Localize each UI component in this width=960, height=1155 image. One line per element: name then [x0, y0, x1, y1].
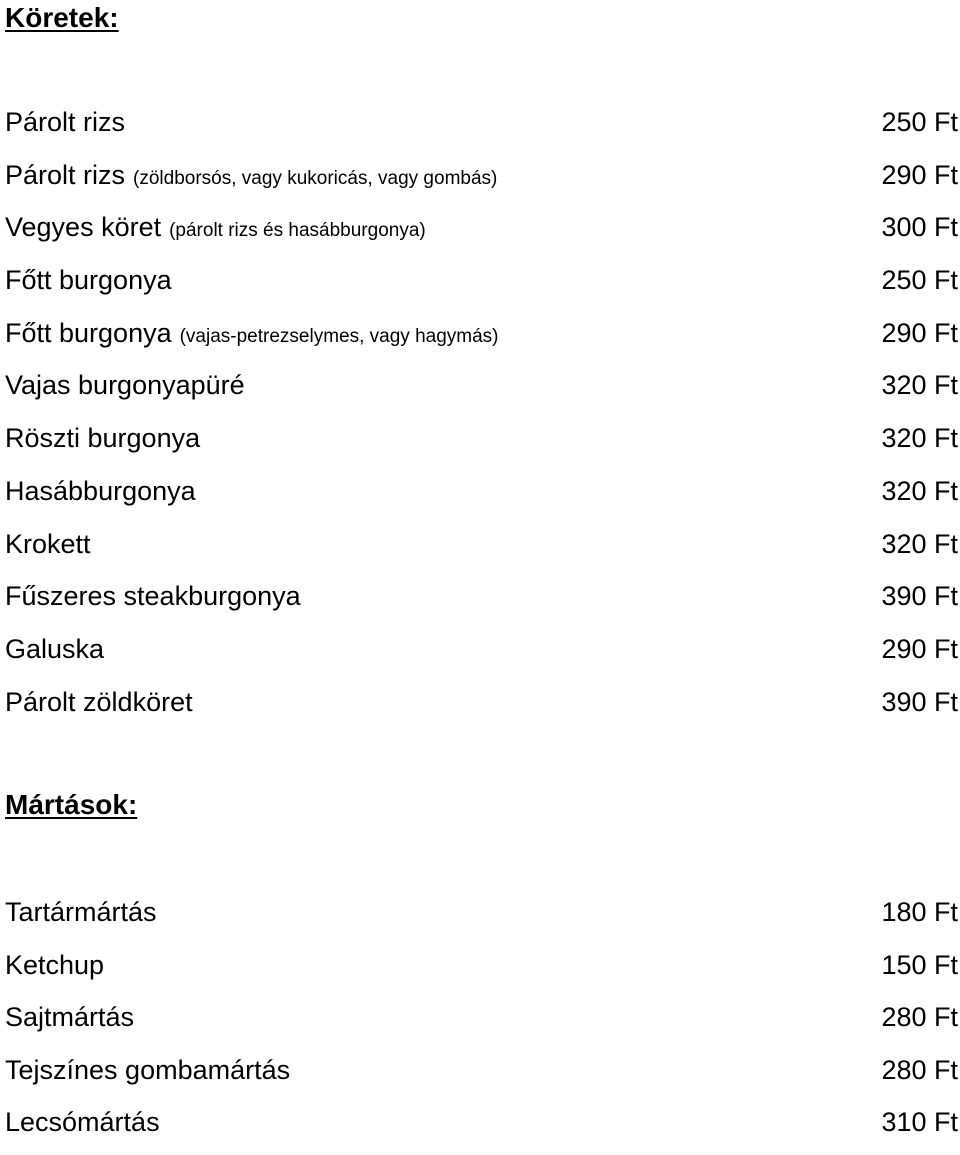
menu-item: [5, 313, 958, 366]
menu-item-price: 320 Ft: [881, 528, 958, 559]
menu-item: [5, 682, 958, 735]
menu-item-price: 390 Ft: [881, 686, 958, 717]
menu-item: [5, 471, 958, 524]
menu-item-name: Vegyes köret: [5, 212, 162, 243]
menu-item-name: Hasábburgonya: [5, 475, 196, 506]
menu-item-name: Párolt zöldköret: [5, 686, 193, 717]
section-title-martasok: Mártások:: [5, 789, 138, 820]
menu-list-martasok: [5, 892, 958, 1155]
menu-item-price: 290 Ft: [881, 159, 958, 190]
menu-item-price: 150 Ft: [881, 949, 958, 980]
menu-item: [5, 629, 958, 682]
menu-item: [5, 418, 958, 471]
menu-item-note: (párolt rizs és hasábburgonya): [169, 220, 426, 242]
menu-item-name: Párolt rizs: [5, 107, 126, 137]
menu-item-price: 320 Ft: [881, 370, 958, 401]
menu-item-price: 290 Ft: [881, 633, 958, 664]
menu-item: [5, 365, 958, 418]
menu-item-price: 280 Ft: [881, 1002, 958, 1032]
menu-item-name: Vajas burgonyapüré: [5, 370, 245, 401]
menu-item: [5, 1050, 958, 1103]
menu-item-price: 390 Ft: [881, 581, 958, 612]
menu-item-name: Krokett: [5, 528, 91, 559]
menu-item-name: Sajtmártás: [5, 1002, 135, 1032]
menu-item-name: Lecsómártás: [5, 1107, 160, 1137]
menu-item-name: Fűszeres steakburgonya: [5, 581, 301, 612]
menu-item: [5, 102, 958, 155]
menu-item-price: 320 Ft: [881, 423, 958, 454]
section-title-koretek: Köretek:: [5, 2, 119, 33]
menu-item-name: Tejszínes gombamártás: [5, 1054, 291, 1085]
menu-item-price: 320 Ft: [881, 475, 958, 506]
menu-item: [5, 576, 958, 629]
menu-item: [5, 207, 958, 260]
menu-item-note: (zöldborsós, vagy kukoricás, vagy gombás): [133, 167, 498, 189]
menu-item-name: Tartármártás: [5, 897, 157, 927]
menu-item-name: Főtt burgonya: [5, 317, 172, 348]
menu-item: [5, 1102, 958, 1155]
menu-item-price: 250 Ft: [881, 107, 958, 137]
menu-item-price: 310 Ft: [881, 1107, 958, 1137]
menu-item: [5, 892, 958, 945]
menu-item-name: Párolt rizs: [5, 159, 126, 190]
menu-item-name: Galuska: [5, 633, 105, 664]
menu-item-name: Főtt burgonya: [5, 265, 172, 296]
menu-item-name: Röszti burgonya: [5, 423, 201, 454]
menu-item: [5, 945, 958, 998]
menu-item-price: 300 Ft: [881, 212, 958, 243]
menu-item: [5, 155, 958, 208]
menu-item-note: (vajas-petrezselymes, vagy hagymás): [179, 325, 499, 347]
menu-list-koretek: [5, 102, 958, 734]
menu-item-price: 280 Ft: [881, 1054, 958, 1085]
menu-item-price: 180 Ft: [881, 897, 958, 927]
menu-item: [5, 997, 958, 1050]
menu-item: [5, 524, 958, 577]
menu-item: [5, 260, 958, 313]
menu-item-name: Ketchup: [5, 949, 105, 980]
menu-item-price: 290 Ft: [881, 317, 958, 348]
menu-item-price: 250 Ft: [881, 265, 958, 296]
